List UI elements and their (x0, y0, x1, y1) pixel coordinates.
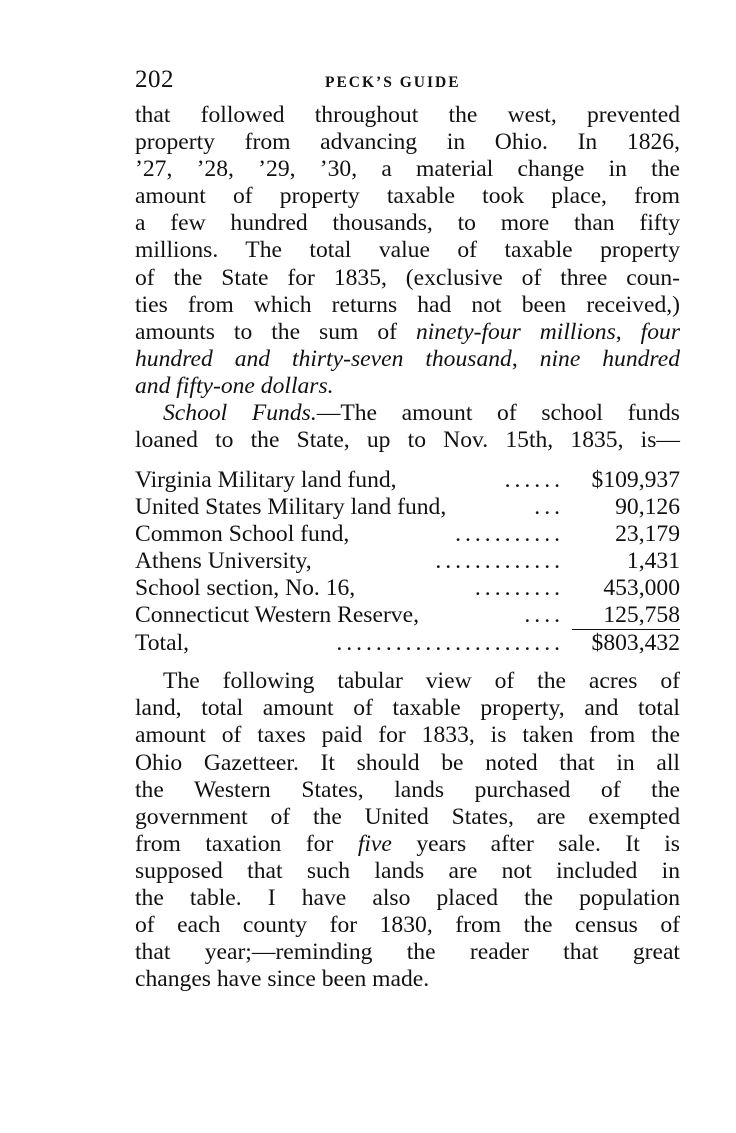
text-segment: from taxation for (135, 830, 358, 857)
fund-value: 23,179 (615, 521, 680, 548)
fund-label: Common School fund, (135, 521, 350, 548)
fund-label: United States Military land fund, (135, 494, 447, 521)
book-page (135, 62, 680, 993)
fund-label: School section, No. 16, (135, 575, 356, 602)
italic-amount: and fifty-one dollars. (135, 372, 334, 399)
text-line: that year;—reminding the reader that great (135, 939, 680, 966)
text-line: property from advancing in Ohio. In 1826, (135, 129, 680, 156)
text-line: The following tabular view of the acres of (163, 668, 680, 695)
text-segment: —The amount of school funds (316, 400, 680, 427)
fund-value: 453,000 (603, 575, 680, 602)
text-line (135, 373, 680, 400)
paragraph-taxable-property (135, 102, 680, 400)
text-line: the Western States, lands purchased of the (135, 776, 680, 803)
text-line: ties from which returns had not been received,) (135, 291, 680, 318)
fund-label: Virginia Military land fund, (135, 467, 397, 494)
text-line: loaned to the State, up to Nov. 15th, 1835, is— (135, 427, 680, 454)
text-line: land, total amount of taxable property, and total (135, 695, 680, 722)
total-row (135, 629, 680, 657)
leader-dots: ......... (474, 575, 564, 602)
italic-amount: four (640, 318, 681, 345)
table-row (135, 521, 680, 548)
text-segment: , (511, 345, 540, 372)
school-funds-table (135, 467, 680, 657)
text-line: amount of taxes paid for 1833, is taken from the (135, 722, 680, 749)
italic-amount: nine hundred (539, 345, 681, 372)
table-row (135, 548, 680, 575)
text-line: Ohio Gazetteer. It should be noted that in all (135, 749, 680, 776)
text-line: ’27, ’28, ’29, ’30, a material change in the (135, 156, 680, 183)
text-line: that followed throughout the west, prevented (135, 102, 680, 128)
text-line: changes have since been made. (135, 966, 430, 993)
fund-value: 125,758 (603, 602, 680, 629)
text-line: of each county for 1830, from the census of (135, 912, 680, 939)
text-line: a few hundred thousands, to more than fifty (135, 210, 680, 237)
text-segment: , (615, 318, 641, 345)
text-line (135, 346, 680, 373)
text-line: supposed that such lands are not included in (135, 857, 680, 884)
table-row (135, 467, 680, 494)
paragraph-tabular-view (135, 668, 680, 993)
paragraph-school-funds (135, 400, 680, 454)
text-segment: years after sale. It is (391, 830, 680, 857)
leader-dots: ...... (504, 467, 564, 494)
fund-value: 1,431 (626, 548, 680, 575)
page-header (135, 62, 680, 102)
leader-dots: .... (524, 602, 564, 629)
page-number: 202 (135, 66, 174, 93)
table-row (135, 494, 680, 521)
section-heading: School Funds. (163, 400, 317, 427)
text-line: millions. The total value of taxable property (135, 237, 680, 264)
fund-value: $109,937 (591, 467, 680, 494)
text-line: government of the United States, are exempted (135, 803, 680, 830)
italic-amount: ninety-four millions (415, 318, 616, 345)
total-label: Total, (135, 630, 190, 657)
table-row (135, 602, 680, 629)
text-line: the table. I have also placed the population (135, 884, 680, 911)
leader-dots: ........... (455, 521, 564, 548)
text-line (135, 319, 680, 346)
fund-label: Connecticut Western Reserve, (135, 602, 419, 629)
running-title: PECK’S GUIDE (325, 74, 461, 91)
text-line: amount of property taxable took place, from (135, 183, 680, 210)
table-row (135, 575, 680, 602)
italic-word: five (357, 830, 392, 857)
italic-amount: hundred and thirty-seven thousand (135, 345, 512, 372)
fund-label: Athens University, (135, 548, 312, 575)
text-line (135, 400, 680, 427)
fund-value: 90,126 (615, 494, 680, 521)
text-line (135, 831, 680, 858)
leader-dots: ... (534, 494, 564, 521)
text-line: of the State for 1835, (exclusive of three coun- (135, 264, 680, 291)
text-segment: amounts to the sum of (135, 318, 416, 345)
leader-dots: ............. (435, 548, 564, 575)
total-value: $803,432 (572, 629, 680, 657)
leader-dots: ....................... (336, 630, 564, 657)
